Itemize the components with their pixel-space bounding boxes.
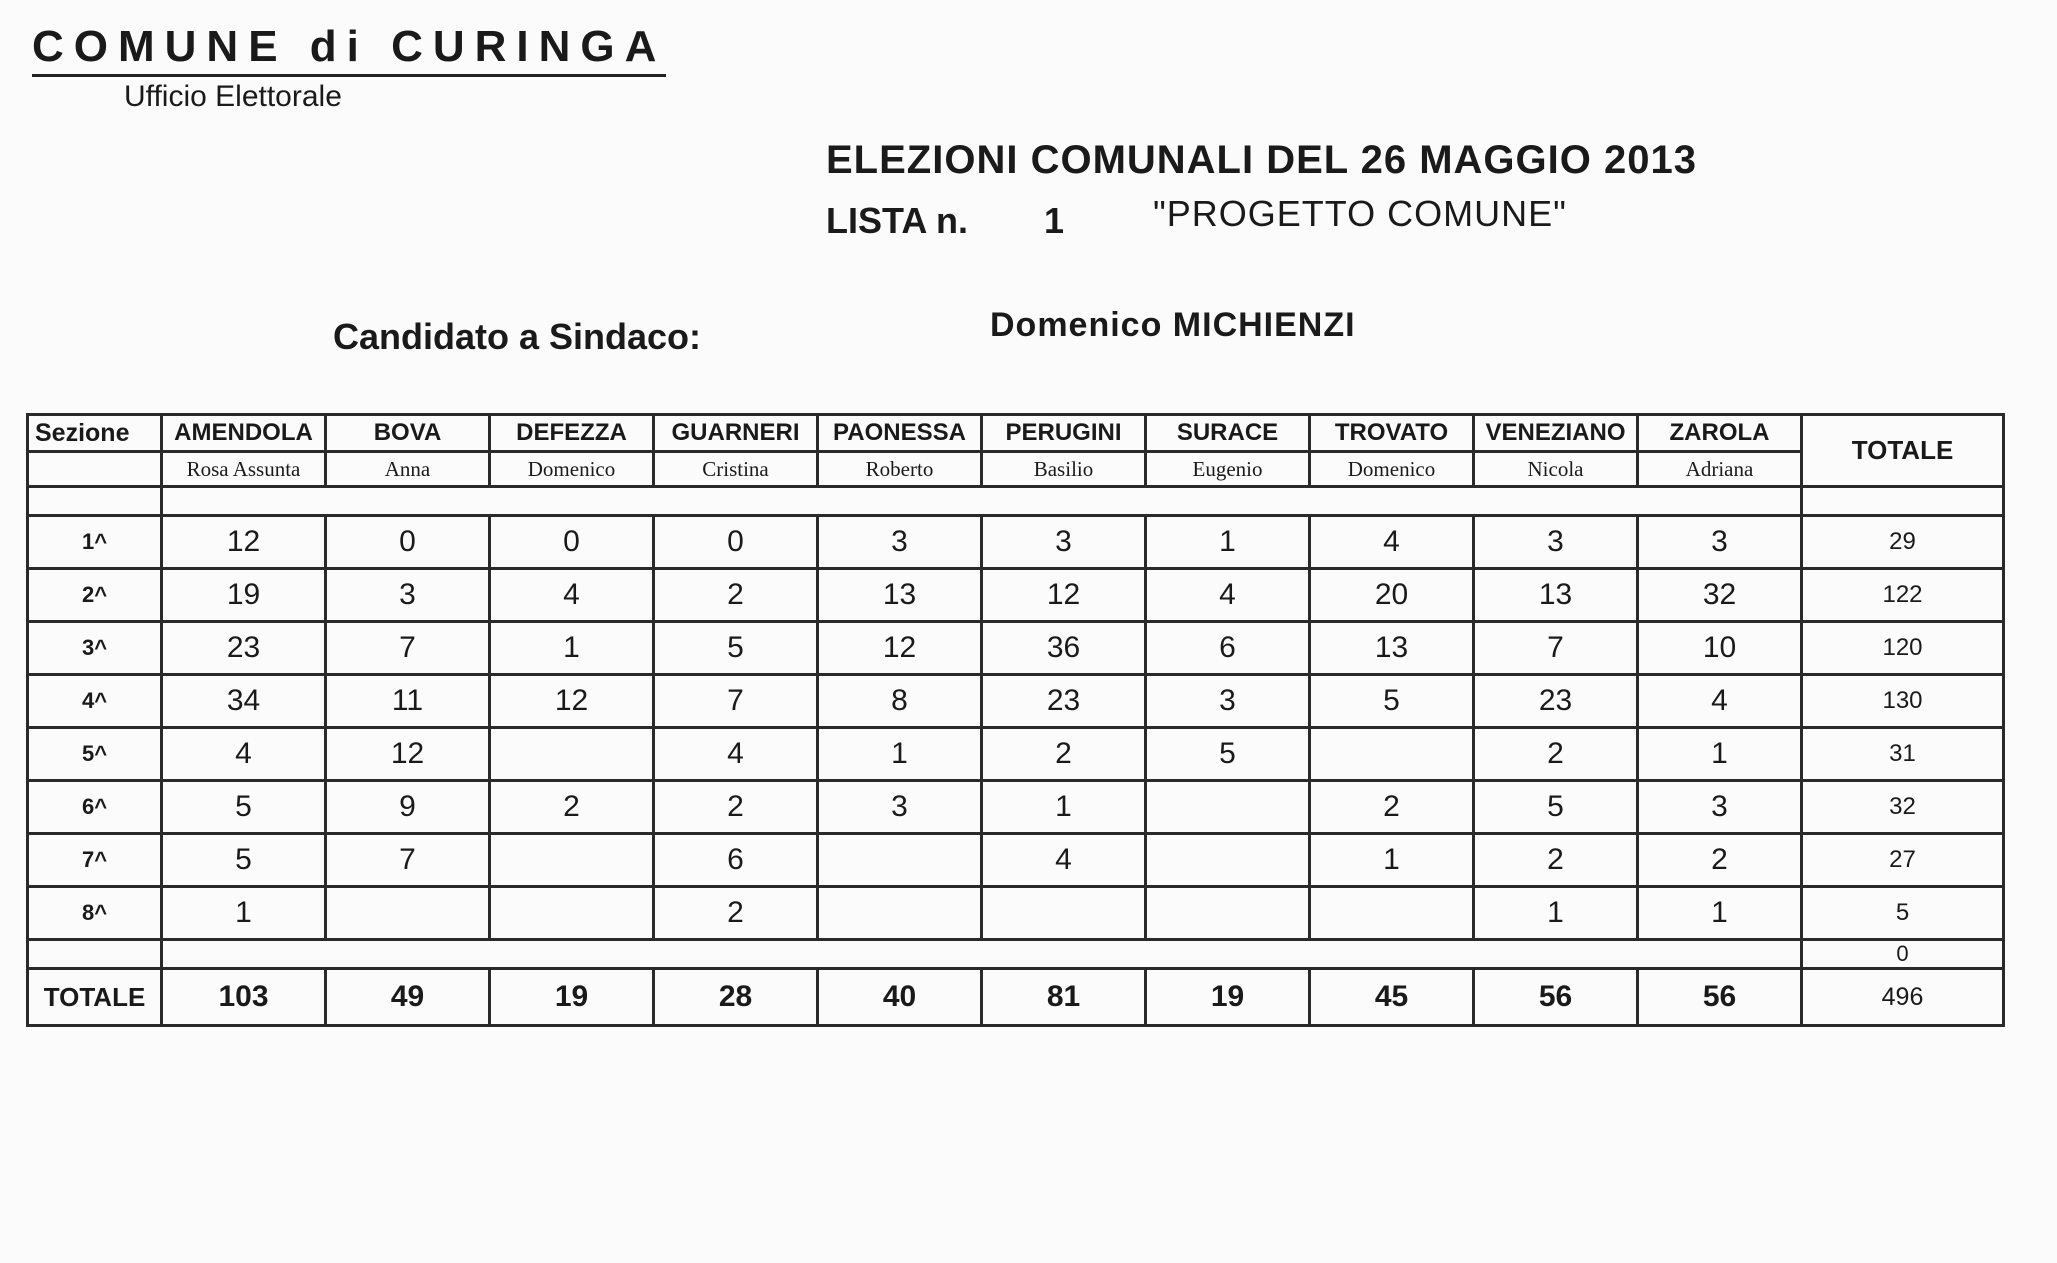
vote-cell: 32 xyxy=(1638,569,1802,622)
vote-cell xyxy=(1146,781,1310,834)
election-title: ELEZIONI COMUNALI DEL 26 MAGGIO 2013 xyxy=(826,138,1697,182)
votes-table xyxy=(26,413,2005,1027)
section-number: 3^ xyxy=(28,622,162,675)
vote-cell xyxy=(490,728,654,781)
vote-cell: 3 xyxy=(1146,675,1310,728)
vote-cell: 13 xyxy=(1310,622,1474,675)
vote-cell: 5 xyxy=(1146,728,1310,781)
office-subtitle: Ufficio Elettorale xyxy=(124,80,342,113)
vote-cell: 2 xyxy=(1474,834,1638,887)
vote-cell: 3 xyxy=(982,516,1146,569)
vote-cell: 20 xyxy=(1310,569,1474,622)
vote-cell: 1 xyxy=(1310,834,1474,887)
candidate-surname: TROVATO xyxy=(1310,415,1474,452)
vote-cell: 4 xyxy=(1310,516,1474,569)
vote-cell: 4 xyxy=(162,728,326,781)
vote-cell: 1 xyxy=(1146,516,1310,569)
vote-cell xyxy=(1146,887,1310,940)
vote-cell: 4 xyxy=(982,834,1146,887)
candidate-first-name: Rosa Assunta xyxy=(162,452,326,487)
vote-cell: 9 xyxy=(326,781,490,834)
table-row xyxy=(28,834,2004,887)
total-column-header: TOTALE xyxy=(1802,415,2004,487)
empty-cell xyxy=(28,487,162,516)
vote-cell: 2 xyxy=(654,887,818,940)
section-number: 4^ xyxy=(28,675,162,728)
section-number: 7^ xyxy=(28,834,162,887)
table-row xyxy=(28,728,2004,781)
section-number: 8^ xyxy=(28,887,162,940)
vote-cell xyxy=(490,834,654,887)
vote-cell: 4 xyxy=(654,728,818,781)
empty-cell xyxy=(1802,487,2004,516)
vote-cell: 3 xyxy=(818,516,982,569)
table-row xyxy=(28,887,2004,940)
vote-cell xyxy=(490,887,654,940)
section-total: 32 xyxy=(1802,781,2004,834)
section-total: 120 xyxy=(1802,622,2004,675)
vote-cell: 10 xyxy=(1638,622,1802,675)
candidate-total: 103 xyxy=(162,969,326,1026)
table-row xyxy=(28,622,2004,675)
candidate-surname: SURACE xyxy=(1146,415,1310,452)
vote-cell: 5 xyxy=(654,622,818,675)
section-number: 2^ xyxy=(28,569,162,622)
grand-total: 496 xyxy=(1802,969,2004,1026)
vote-cell: 12 xyxy=(490,675,654,728)
candidate-first-name: Roberto xyxy=(818,452,982,487)
vote-cell: 1 xyxy=(162,887,326,940)
vote-cell: 0 xyxy=(654,516,818,569)
candidate-total: 49 xyxy=(326,969,490,1026)
candidate-first-name: Eugenio xyxy=(1146,452,1310,487)
vote-cell: 23 xyxy=(982,675,1146,728)
total-row-label: TOTALE xyxy=(28,969,162,1026)
vote-cell: 13 xyxy=(1474,569,1638,622)
section-total: 29 xyxy=(1802,516,2004,569)
vote-cell: 23 xyxy=(162,622,326,675)
candidate-total: 19 xyxy=(1146,969,1310,1026)
candidate-total: 40 xyxy=(818,969,982,1026)
vote-cell: 1 xyxy=(490,622,654,675)
vote-cell: 2 xyxy=(654,781,818,834)
vote-cell: 12 xyxy=(818,622,982,675)
section-total: 122 xyxy=(1802,569,2004,622)
vote-cell: 3 xyxy=(1638,781,1802,834)
candidate-total: 81 xyxy=(982,969,1146,1026)
vote-cell: 23 xyxy=(1474,675,1638,728)
vote-cell: 1 xyxy=(1638,887,1802,940)
vote-cell xyxy=(982,887,1146,940)
section-total: 130 xyxy=(1802,675,2004,728)
vote-cell: 8 xyxy=(818,675,982,728)
vote-cell: 34 xyxy=(162,675,326,728)
vote-cell: 0 xyxy=(326,516,490,569)
vote-cell: 19 xyxy=(162,569,326,622)
extra-total-cell: 0 xyxy=(1802,940,2004,969)
candidate-first-name: Domenico xyxy=(1310,452,1474,487)
candidate-first-name: Basilio xyxy=(982,452,1146,487)
vote-cell: 7 xyxy=(654,675,818,728)
vote-cell: 12 xyxy=(982,569,1146,622)
vote-cell xyxy=(1146,834,1310,887)
vote-cell xyxy=(1310,728,1474,781)
vote-cell: 2 xyxy=(490,781,654,834)
vote-cell: 2 xyxy=(1474,728,1638,781)
list-name: "PROGETTO COMUNE" xyxy=(1153,193,1567,234)
section-total: 5 xyxy=(1802,887,2004,940)
vote-cell: 5 xyxy=(162,834,326,887)
vote-cell: 7 xyxy=(326,834,490,887)
candidate-total: 56 xyxy=(1474,969,1638,1026)
list-number: 1 xyxy=(1044,200,1065,241)
vote-cell: 4 xyxy=(490,569,654,622)
vote-cell xyxy=(818,887,982,940)
section-total: 27 xyxy=(1802,834,2004,887)
empty-cell xyxy=(28,940,162,969)
vote-cell: 2 xyxy=(1638,834,1802,887)
vote-cell xyxy=(818,834,982,887)
vote-cell: 1 xyxy=(1638,728,1802,781)
candidate-total: 45 xyxy=(1310,969,1474,1026)
candidate-first-name: Cristina xyxy=(654,452,818,487)
vote-cell: 11 xyxy=(326,675,490,728)
candidate-surname: PAONESSA xyxy=(818,415,982,452)
candidate-first-name: Adriana xyxy=(1638,452,1802,487)
vote-cell xyxy=(326,887,490,940)
candidate-surname: VENEZIANO xyxy=(1474,415,1638,452)
mayor-candidate-label: Candidato a Sindaco: xyxy=(333,316,702,357)
empty-cell xyxy=(162,940,1802,969)
table-row xyxy=(28,675,2004,728)
candidate-first-name: Domenico xyxy=(490,452,654,487)
vote-cell: 3 xyxy=(818,781,982,834)
vote-cell: 7 xyxy=(1474,622,1638,675)
comune-title: COMUNE di CURINGA xyxy=(32,22,666,77)
empty-cell xyxy=(28,452,162,487)
candidate-surname: ZAROLA xyxy=(1638,415,1802,452)
vote-cell: 4 xyxy=(1146,569,1310,622)
candidate-first-name: Anna xyxy=(326,452,490,487)
candidate-surname: PERUGINI xyxy=(982,415,1146,452)
mayor-candidate-name: Domenico MICHIENZI xyxy=(990,306,1356,344)
candidate-first-name: Nicola xyxy=(1474,452,1638,487)
candidate-surname: GUARNERI xyxy=(654,415,818,452)
section-total: 31 xyxy=(1802,728,2004,781)
vote-cell: 5 xyxy=(1474,781,1638,834)
vote-cell: 7 xyxy=(326,622,490,675)
vote-cell: 0 xyxy=(490,516,654,569)
vote-cell: 1 xyxy=(982,781,1146,834)
vote-cell: 3 xyxy=(1638,516,1802,569)
vote-cell: 2 xyxy=(654,569,818,622)
vote-cell: 6 xyxy=(654,834,818,887)
candidate-surname: DEFEZZA xyxy=(490,415,654,452)
candidate-total: 19 xyxy=(490,969,654,1026)
section-header: Sezione xyxy=(28,415,162,452)
table-row xyxy=(28,516,2004,569)
vote-cell: 1 xyxy=(818,728,982,781)
vote-cell: 1 xyxy=(1474,887,1638,940)
table-row xyxy=(28,781,2004,834)
vote-cell: 5 xyxy=(1310,675,1474,728)
candidate-total: 28 xyxy=(654,969,818,1026)
vote-cell: 3 xyxy=(1474,516,1638,569)
vote-cell: 5 xyxy=(162,781,326,834)
vote-cell: 4 xyxy=(1638,675,1802,728)
section-number: 5^ xyxy=(28,728,162,781)
vote-cell xyxy=(1310,887,1474,940)
table-row xyxy=(28,569,2004,622)
vote-cell: 3 xyxy=(326,569,490,622)
list-label: LISTA n. xyxy=(826,200,968,241)
section-number: 1^ xyxy=(28,516,162,569)
vote-cell: 12 xyxy=(162,516,326,569)
vote-cell: 36 xyxy=(982,622,1146,675)
vote-cell: 12 xyxy=(326,728,490,781)
candidate-total: 56 xyxy=(1638,969,1802,1026)
vote-cell: 13 xyxy=(818,569,982,622)
vote-cell: 2 xyxy=(982,728,1146,781)
empty-cell xyxy=(162,487,1802,516)
vote-cell: 2 xyxy=(1310,781,1474,834)
section-number: 6^ xyxy=(28,781,162,834)
vote-cell: 6 xyxy=(1146,622,1310,675)
candidate-surname: BOVA xyxy=(326,415,490,452)
candidate-surname: AMENDOLA xyxy=(162,415,326,452)
